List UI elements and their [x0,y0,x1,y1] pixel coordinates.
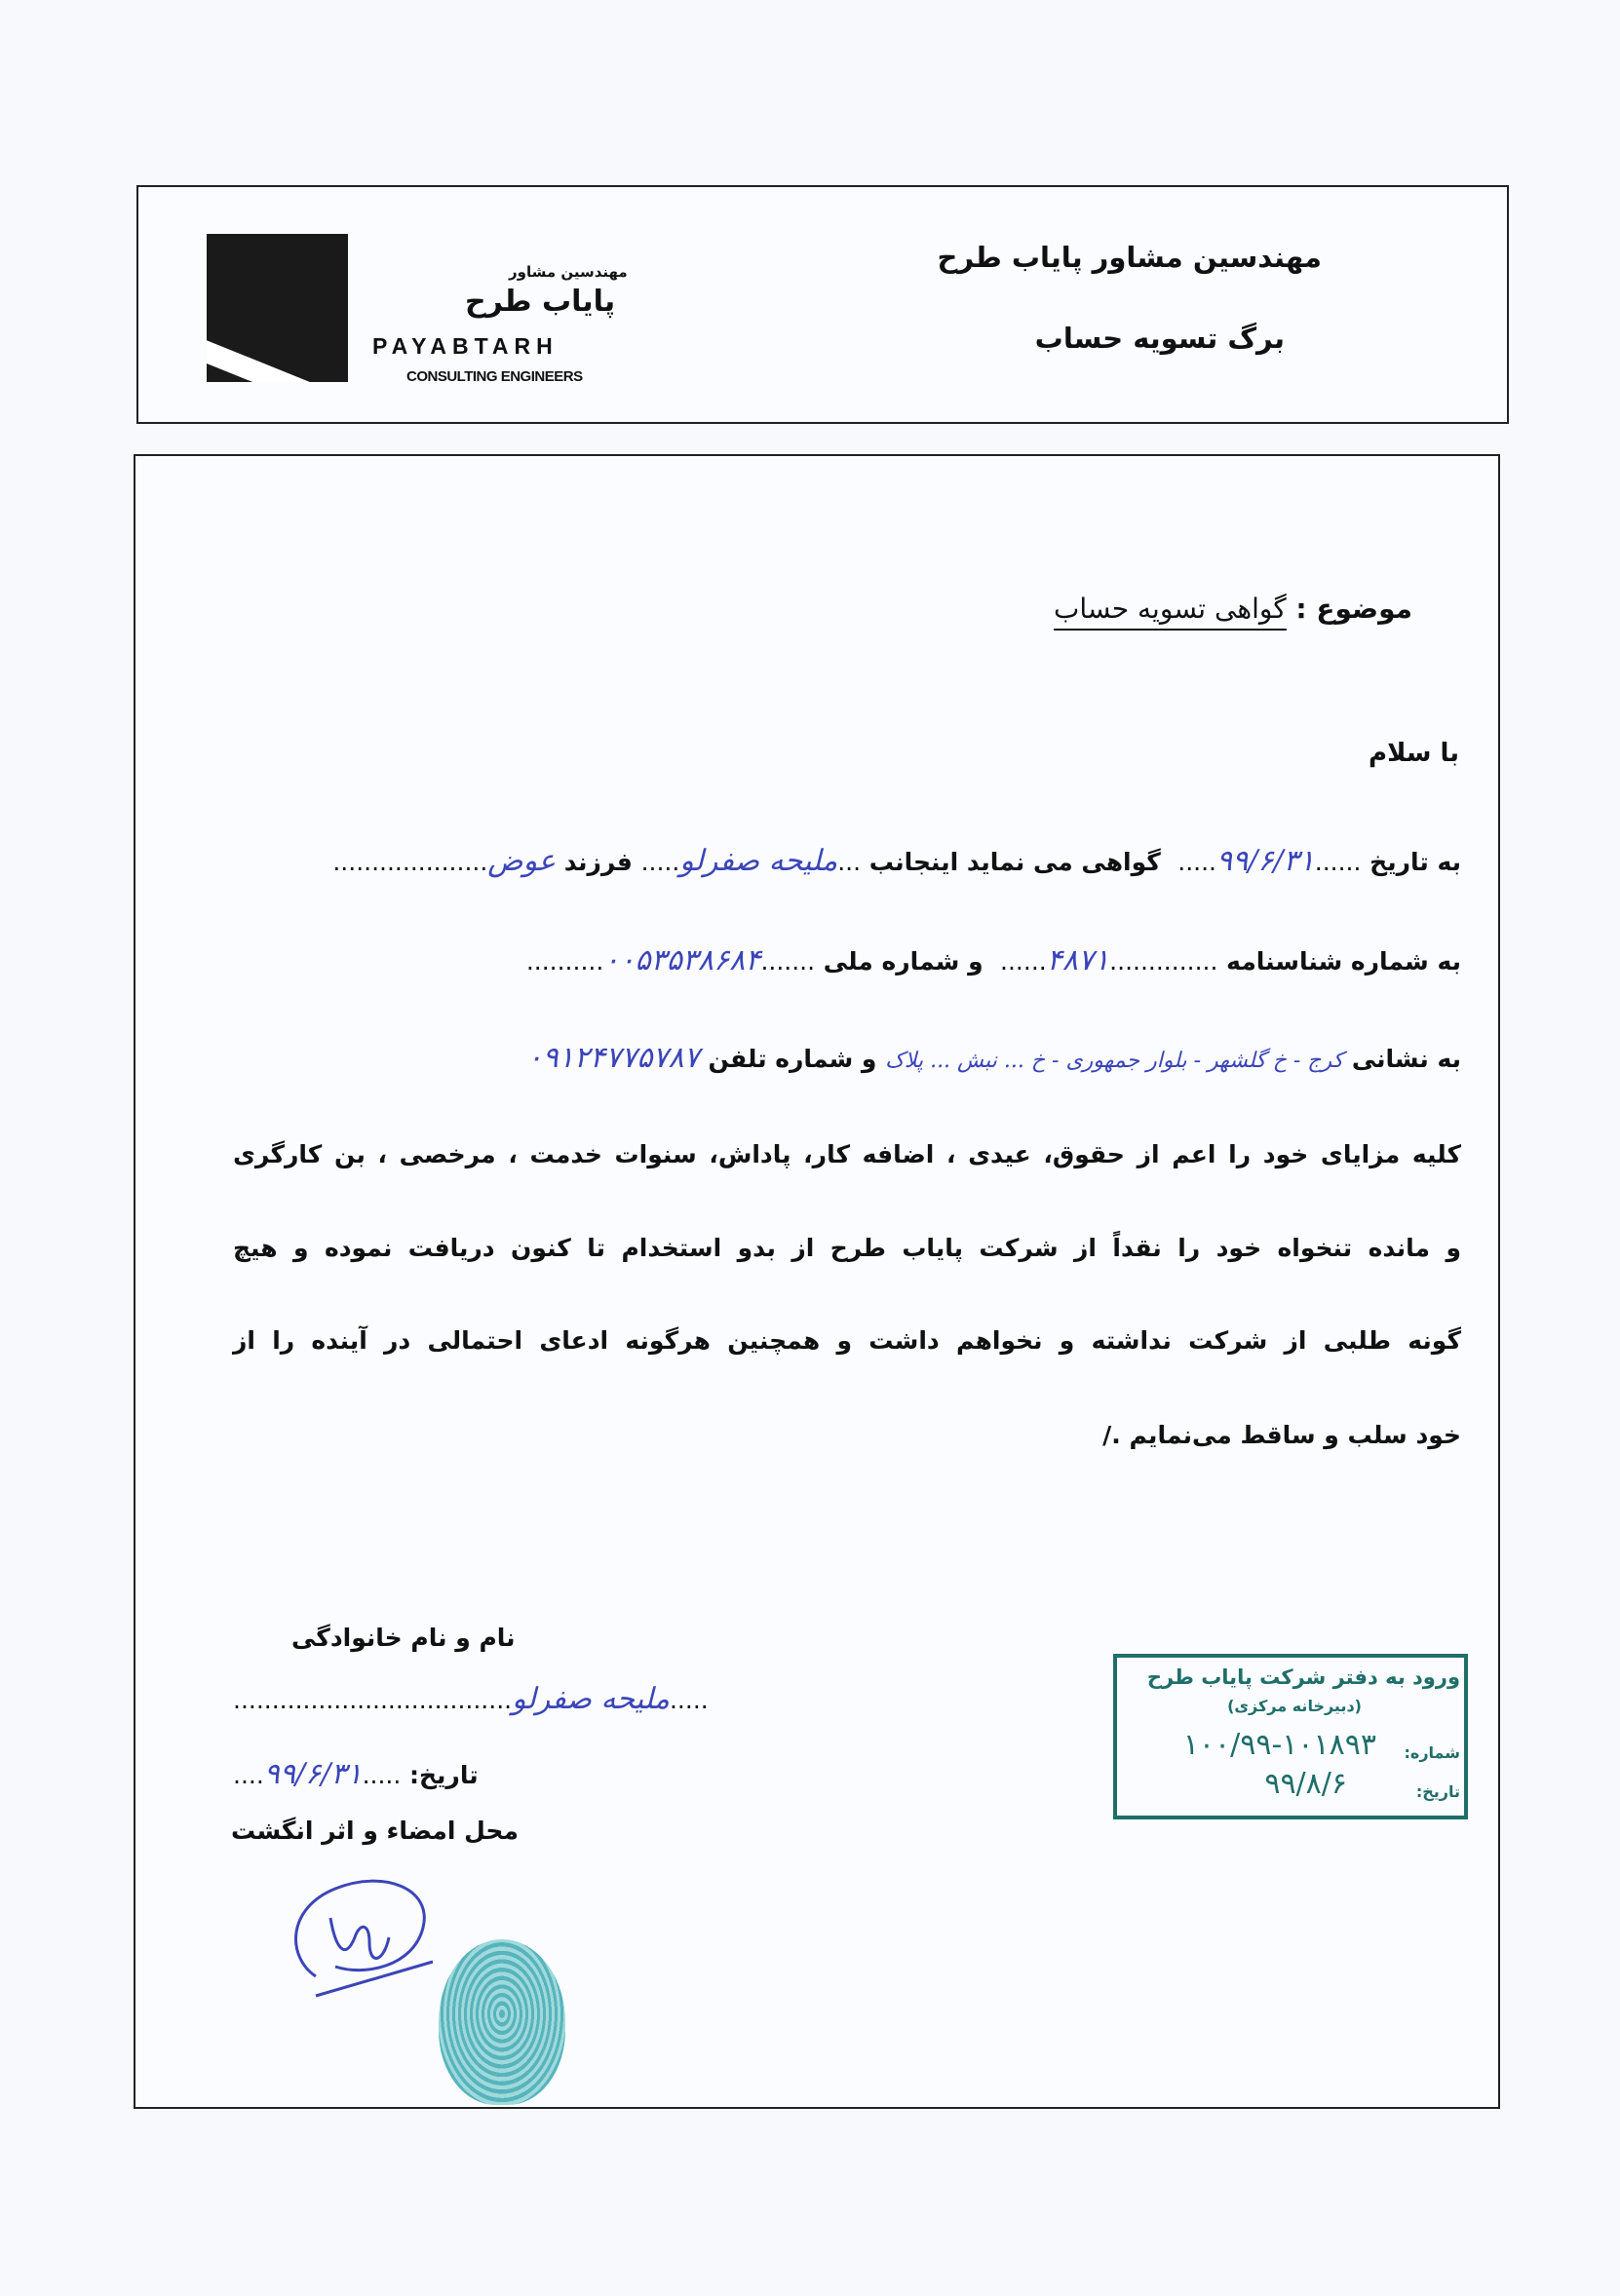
name-line: .....ملیحه صفرلو.................................... [233,1682,709,1716]
hw-address: کرج - خ گلشهر - بلوار جمهوری - خ ... نبش ... پلاک [885,1049,1344,1073]
company-title: مهندسین مشاور پایاب طرح [937,241,1322,274]
hw-date: ۹۹/۶/۳۱ [1215,844,1315,878]
dots: .................................... [233,1686,513,1714]
hw-name: ملیحه صفرلو [679,844,838,878]
fingerprint [439,1939,565,2105]
subject-label: موضوع : [1295,593,1412,625]
subject-text: گواهی تسویه حساب [1054,593,1287,631]
logo-fa-big: پایاب طرح [465,285,616,319]
stamp-date-label: تاریخ: [1415,1782,1460,1801]
hw-sign-date: ۹۹/۶/۳۱ [263,1757,363,1791]
hw-father: عوض [487,844,556,878]
stamp-number-label: شماره: [1404,1743,1460,1762]
paragraph-line: و مانده تنخواه خود را نقداً از شرکت پایاب طرح از بدو استخدام تا کنون دریافت نموده و هیچ [233,1234,1461,1262]
dots: .................... [332,848,488,876]
paragraph-line: کلیه مزایای خود را اعم از حقوق، عیدی ، اضافه کار، پاداش، سنوات خدمت ، مرخصی ، بن کارگری [233,1140,1461,1168]
date-label: تاریخ: [409,1761,479,1789]
hw-phone: ۰۹۱۲۴۷۷۵۷۸۷ [526,1041,700,1075]
sign-place-label: محل امضاء و اثر انگشت [231,1817,519,1845]
header-box [136,185,1509,424]
stamp-number-value: ۱۰۰/۹۹-۱۰۱۸۹۳ [1182,1728,1376,1762]
label-date: به تاریخ [1369,848,1461,876]
form-line-date-name: به تاریخ ......۹۹/۶/۳۱..... گواهی می نماید اینجانب ...ملیحه صفرلو..... فرزند عوض.................... [332,844,1461,878]
form-title: برگ تسویه حساب [1034,322,1285,355]
hw-sign-name: ملیحه صفرلو [512,1682,670,1716]
label-certify: گواهی می نماید اینجانب [868,848,1161,876]
hw-id-number: ۴۸۷۱ [1046,943,1110,977]
label-national-id: و شماره ملی [823,947,984,976]
label-id-number: به شماره شناسنامه [1226,947,1461,976]
sign-date: تاریخ: .....۹۹/۶/۳۱.... [233,1757,479,1791]
stamp-date-value: ۹۹/۸/۶ [1264,1767,1347,1801]
paragraph-line: خود سلب و ساقط می‌نمایم ./ [1102,1421,1461,1449]
logo-en-name: PAYABTARH [372,333,559,359]
label-address: به نشانی [1351,1045,1461,1073]
greeting: با سلام [1369,739,1459,768]
company-logo-mark [207,234,348,382]
stamp-title: ورود به دفتر شرکت پایاب طرح [1146,1665,1460,1689]
hw-national-id: ۰۰۵۳۵۳۸۶۸۴ [603,943,761,977]
registry-stamp [1113,1654,1468,1819]
label-child-of: فرزند [563,848,633,876]
logo-en-sub: CONSULTING ENGINEERS [406,368,583,385]
form-line-address [233,1041,1461,1075]
stamp-subtitle: (دبیرخانه مرکزی) [1227,1697,1362,1715]
subject [1054,593,1412,625]
signature-scribble [277,1869,452,2015]
form-body [134,454,1500,2109]
name-label: نام و نام خانوادگی [291,1624,516,1652]
label-phone: و شماره تلفن [708,1045,877,1073]
logo-fa-small: مهندسین مشاور [509,263,628,281]
paragraph-line: گونه طلبی از شرکت نداشته و نخواهم داشت و همچنین هرگونه ادعای احتمالی در آینده را از [233,1326,1461,1355]
form-line-ids: به شماره شناسنامه ..............۴۸۷۱...... و شماره ملی .......۰۰۵۳۵۳۸۶۸۴.......... [525,943,1461,977]
